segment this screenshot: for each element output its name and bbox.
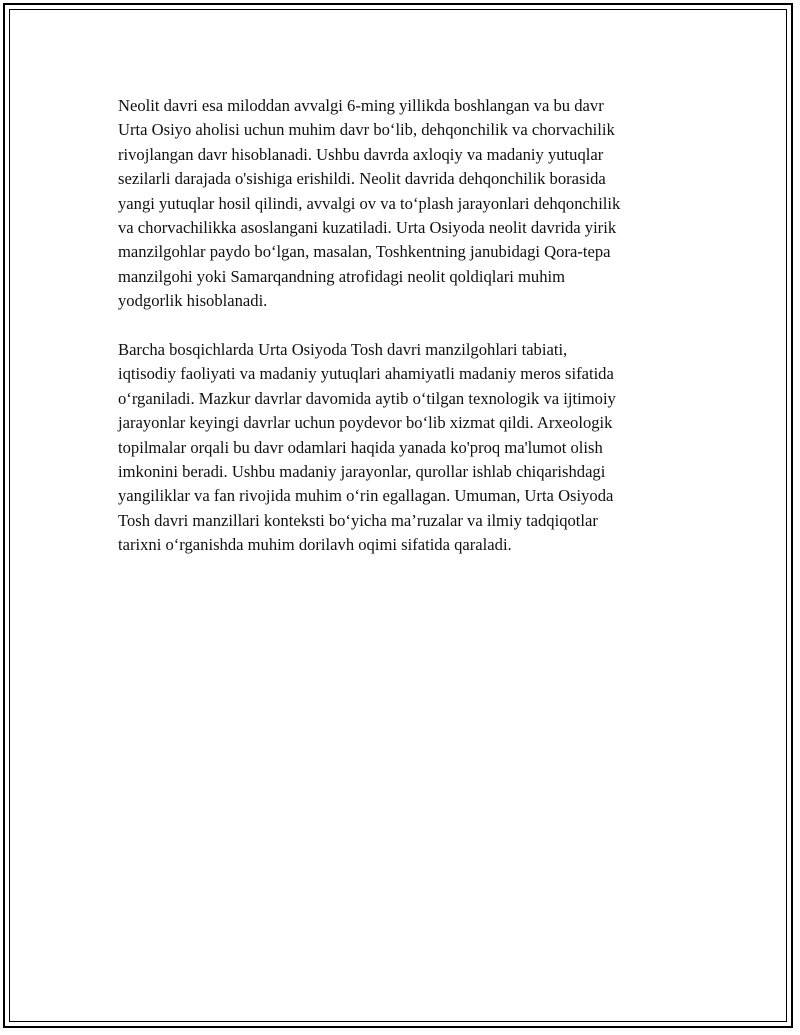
paragraph-neolithic: Neolit davri esa miloddan avvalgi 6-ming yillikda boshlangan va bu davr Urta Osiyo aholisi uchun muhim davr bo‘lib, dehqonchilik va chorvachilik rivojlangan davr hisoblanadi. Ushbu davrda axloqiy va madaniy yutuqlar sezilarli darajada o'sishiga erishildi. Neolit davrida dehqonchilik borasida yangi yutuqlar hosil qilindi, avvalgi ov va to‘plash jarayonlari dehqonchilik va chorvachilikka asoslangani kuzatiladi. Urta Osiyoda neolit davrida yirik manzilgohlar paydo bo‘lgan, masalan, Toshkentning janubidagi Qora-tepa manzilgohi yoki Samarqandning atrofidagi neolit qoldiqlari muhim yodgorlik hisoblanadi. bbox=[118, 96, 621, 311]
paragraph-stone-age-summary: Barcha bosqichlarda Urta Osiyoda Tosh davri manzilgohlari tabiati, iqtisodiy faoliyati va madaniy yutuqlari ahamiyatli madaniy meros sifatida o‘rganiladi. Mazkur davrlar davomida aytib o‘tilgan texnologik va ijtimoiy jarayonlar keyingi davrlar uchun poydevor bo‘lib xizmat qildi. Arxeologik topilmalar orqali bu davr odamlari haqida yanada ko'proq ma'lumot olish imkonini beradi. Ushbu madaniy jarayonlar, qurollar ishlab chiqarishdagi yangiliklar va fan rivojida muhim o‘rin egallagan. Umuman, Urta Osiyoda Tosh davri manzillari konteksti bo‘yicha ma’ruzalar va ilmiy tadqiqotlar tarixni o‘rganishda muhim dorilavh oqimi sifatida qaraladi. bbox=[118, 340, 616, 555]
document-body bbox=[118, 94, 684, 582]
